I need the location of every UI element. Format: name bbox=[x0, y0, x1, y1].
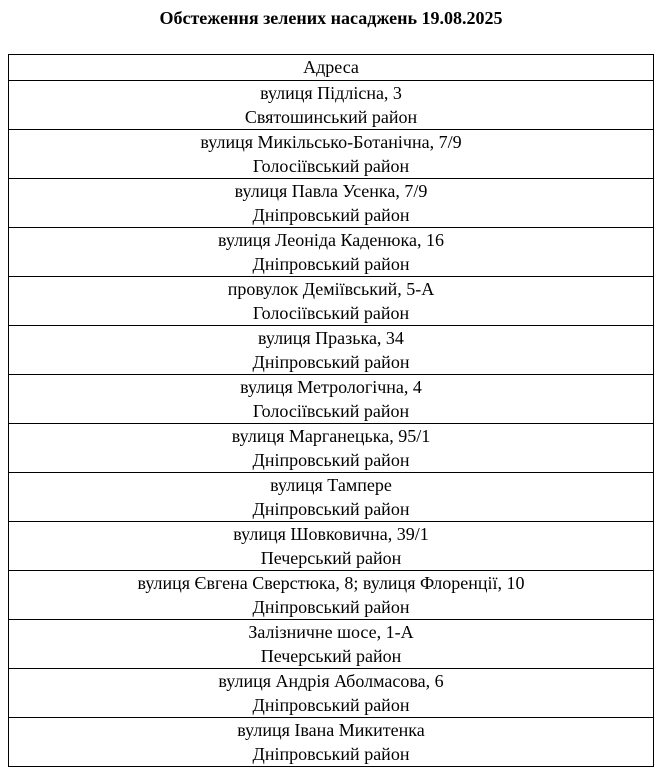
street-address: вулиця Тампере bbox=[270, 475, 392, 495]
address-cell bbox=[9, 620, 654, 669]
district-name: Голосіївський район bbox=[252, 303, 410, 323]
district-name: Святошинський район bbox=[244, 107, 418, 127]
address-cell bbox=[9, 375, 654, 424]
street-address: вулиця Шовковична, 39/1 bbox=[233, 524, 429, 544]
address-cell bbox=[9, 130, 654, 179]
table-row bbox=[9, 130, 654, 179]
address-cell bbox=[9, 277, 654, 326]
street-address: вулиця Підлісна, 3 bbox=[260, 83, 402, 103]
document-title: Обстеження зелених насаджень 19.08.2025 bbox=[159, 8, 503, 28]
address-cell bbox=[9, 179, 654, 228]
table-header-row bbox=[9, 55, 654, 81]
street-address: вулиця Івана Микитенка bbox=[237, 720, 425, 740]
district-name: Дніпровський район bbox=[252, 499, 410, 519]
district-name: Печерський район bbox=[260, 646, 402, 666]
table-row bbox=[9, 571, 654, 620]
street-address: провулок Деміївський, 5-А bbox=[227, 279, 435, 299]
street-address: вулиця Євгена Сверстюка, 8; вулиця Флоренції, 10 bbox=[137, 573, 525, 593]
table-row bbox=[9, 620, 654, 669]
table-row bbox=[9, 473, 654, 522]
district-name: Дніпровський район bbox=[252, 450, 410, 470]
address-cell bbox=[9, 522, 654, 571]
district-name: Дніпровський район bbox=[252, 597, 410, 617]
address-cell bbox=[9, 718, 654, 767]
district-name: Дніпровський район bbox=[252, 205, 410, 225]
district-name: Голосіївський район bbox=[252, 401, 410, 421]
street-address: вулиця Микільсько-Ботанічна, 7/9 bbox=[200, 132, 462, 152]
address-cell bbox=[9, 473, 654, 522]
table-row bbox=[9, 375, 654, 424]
street-address: вулиця Павла Усенка, 7/9 bbox=[234, 181, 428, 201]
street-address: вулиця Андрія Аболмасова, 6 bbox=[218, 671, 444, 691]
address-cell bbox=[9, 326, 654, 375]
table-row bbox=[9, 277, 654, 326]
district-name: Дніпровський район bbox=[252, 352, 410, 372]
address-cell bbox=[9, 669, 654, 718]
district-name: Дніпровський район bbox=[252, 744, 410, 764]
district-name: Дніпровський район bbox=[252, 254, 410, 274]
table-row bbox=[9, 228, 654, 277]
table-row bbox=[9, 522, 654, 571]
address-cell bbox=[9, 424, 654, 473]
district-name: Печерський район bbox=[260, 548, 402, 568]
street-address: Залізничне шосе, 1-А bbox=[248, 622, 414, 642]
district-name: Голосіївський район bbox=[252, 156, 410, 176]
table-row bbox=[9, 179, 654, 228]
table-row bbox=[9, 718, 654, 767]
table-row bbox=[9, 81, 654, 130]
street-address: вулиця Празька, 34 bbox=[258, 328, 404, 348]
table-row bbox=[9, 669, 654, 718]
address-cell bbox=[9, 81, 654, 130]
district-name: Дніпровський район bbox=[252, 695, 410, 715]
address-cell bbox=[9, 571, 654, 620]
table-row bbox=[9, 326, 654, 375]
street-address: вулиця Леоніда Каденюка, 16 bbox=[218, 230, 444, 250]
address-cell bbox=[9, 228, 654, 277]
street-address: вулиця Марганецька, 95/1 bbox=[231, 426, 431, 446]
table-body bbox=[9, 81, 654, 767]
table-row bbox=[9, 424, 654, 473]
address-table bbox=[8, 54, 654, 767]
street-address: вулиця Метрологічна, 4 bbox=[240, 377, 422, 397]
column-header-address: Адреса bbox=[9, 55, 654, 81]
